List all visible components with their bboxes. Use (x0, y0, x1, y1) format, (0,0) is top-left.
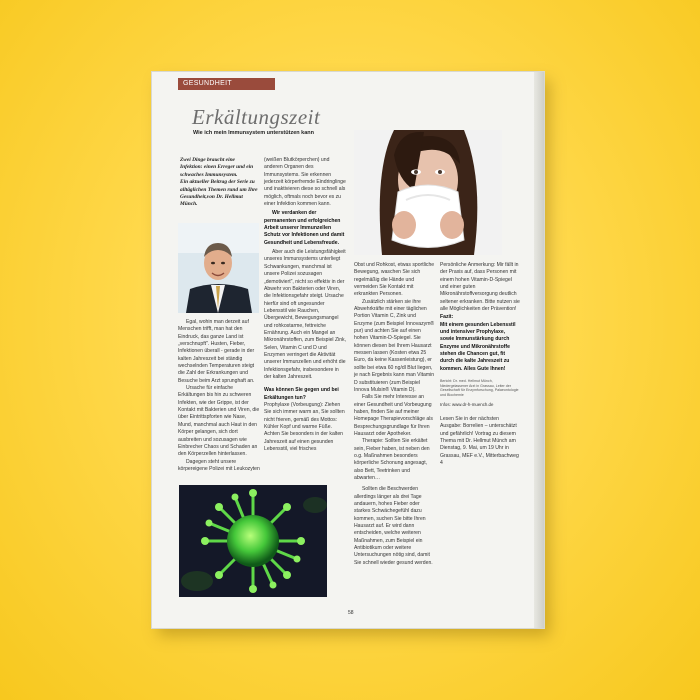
section-tag: GESUNDHEIT (178, 78, 275, 90)
body-paragraph: Egal, wohin man derzeit auf Menschen trifft, man hat den Eindruck, das ganze Land ist „verschnupft". Husten, Fieber, Infektionen überall - gerade in der kalten Jahreszeit bei ständig wechselnden Temperaturen steigt die Zahl der Erkrankungen und Besuche beim Arzt sprunghaft an. (178, 319, 255, 384)
article-subtitle: Wie ich mein Immunsystem unterstützen kann (193, 130, 314, 136)
therapy-paragraph: Therapie: Sollten Sie erkältet sein, Fieber haben, ist neben den o.g. Maßnahmen besonders körperliche Schonung angesagt, also Bett, Teetrinken und abwarten… (354, 438, 430, 481)
conclusion-heading: Fazit: (440, 314, 454, 321)
column-4 (440, 262, 520, 467)
column-3 (354, 262, 435, 567)
column-1 (178, 319, 260, 473)
body-paragraph: Obst und Rohkost, etwas sportliche Bewegung, waschen Sie sich regelmäßig die Hände und vermeiden Sie Kontakt mit erkrankten Personen. (354, 262, 435, 298)
body-paragraph: (weißen Blutkörperchen) und anderen Organen des Immunsystems. Sie erkennen jederzeit körperfremde Eindringlinge und inaktivieren diese so schnell als möglich, oftmals noch bevor es zu einer Infektion kommen kann. (264, 157, 346, 208)
lead-paragraph: Ein aktueller Beitrag der Serie zu alltäglichen Themen rund um Ihre Gesundheit,von Dr. Hellmut Münch. (180, 179, 258, 208)
section-heading: Was können Sie gegen und bei Erkältungen tun? (264, 387, 339, 401)
body-paragraph: Falls Sie mehr Interesse an einer Gesundheit und Vorbeugung haben, finden Sie auf meiner Homepage Therapievorschläge als Besprechungsgrundlage für Ihren Hausarzt oder Apotheker. (354, 394, 433, 437)
conclusion-text: Mit einem gesunden Lebensstil und intensiver Prophylaxe, sowie Immunstärkung durch Enzyme und Mikronährstoffe stehen die Chancen gut, fit durch die kalte Jahreszeit zu kommen. Alles Gute Ihnen! (440, 321, 516, 372)
virus-illustration-photo (179, 485, 327, 597)
article-title: Erkältungszeit (192, 105, 321, 129)
next-issue-teaser: Lesen Sie in der nächsten Ausgabe: Borrelien – unterschätzt und gefährlich! Vortrag zu diesem Thema mit Dr. Hellmut Münch am Dienstag, 9. Mai, um 19 Uhr in Grassau, MEF e.V., Mitterbachweg 4 (440, 415, 519, 466)
woman-with-tissue-photo (354, 130, 502, 255)
body-paragraph: Ursache für einfache Erkältungen bis hin zu schweren Infekten, wie der Grippe, ist der Kontakt mit Bakterien und Viren, die über Eintrittspforten wie Nase, Mund, manchmal auch Haut in den Körper gelangen, sich dort ausbreiten und sozusagen wie Einbrecher Chaos und Schaden an den Körperzellen hinterlassen. (178, 385, 260, 458)
author-credit: Bericht: Dr. med. Hellmut Münch, Niedergelassener Arzt in Grassau, Leiter der Gesellschaft für Enzymforschung, Palaeontologie und Biochemie (440, 379, 519, 397)
info-link: Infos: www.dr-h-muench.de (440, 401, 494, 407)
column-2 (264, 157, 346, 453)
lead-text (180, 157, 258, 209)
highlight-paragraph: Wir verdanken der permanenten und erfolgreichen Arbeit unserer Immunzellen Schutz vor Infektionen und damit Gesundheit und Lebensfreude. (264, 210, 345, 246)
doctor-portrait-photo (178, 223, 259, 313)
personal-note: Persönliche Anmerkung: Mir fällt in der Praxis auf, dass Personen mit einem hohen Vitamin-D-Spiegel und einer guten Mikronährstoffversorgung deutlich seltener erkranken. Bitte nutzen sie alle Möglichkeiten der Prävention! (440, 262, 520, 313)
body-paragraph: Aber auch die Leistungsfähigkeit unseres Immunsystems unterliegt Schwankungen, manchmal ist unsere Polizei sozusagen „demotiviert", nicht so effektiv in der Abwehr von Bakterien oder Viren, die Infektionsgefahr steigt. Ursache hierfür sind oft ungesunder Lebensstil wie Rauchen, Übergewicht, Bewegungsmangel und rohkostarme, fettreiche Ernährung. Auch ein Mangel an Mikronährstoffen, zum Beispiel Zink, Selen, Vitamin C und D und Enzymen verringert die Aktivität unserer Immunzellen und erhöht die Infektionsgefahr, insbesondere in der kalten Jahreszeit. (264, 249, 347, 380)
body-paragraph: Zusätzlich stärken sie ihre Abwehrkräfte mit einer täglichen Portion Vitamin C, Zink und Enzyme (zum Beispiel Innovazym® pur) und achten Sie auf einen hohen Vitamin-D-Spiegel. Sie können diesen bei Ihrem Hausarzt messen lassen (Kosten etwa 25 Euro, da keine Kassenleistung), er sollte bei etwa 60 ng/dl Blut liegen, je nach Ergebnis kann man Vitamin D substituieren (zum Beispiel Innova Mulsin® Vitamin D). (354, 298, 435, 393)
body-paragraph: Sollten die Beschwerden allerdings länger als drei Tage andauern, hohes Fieber oder starkes Schwächegefühl dazu kommen, suchen Sie bitte Ihren Hausarzt auf. Er wird dann entscheiden, welche weiteren Maßnahmen, zum Beispiel ein Antibiotikum oder weitere Untersuchungen nötig sind, damit Sie schnell wieder gesund werden. (354, 486, 433, 566)
magazine-page (152, 72, 544, 628)
lead-paragraph: Zwei Dinge braucht eine Infektion: einen Erreger und ein schwaches Immunsystem. (180, 157, 254, 178)
body-paragraph: Prophylaxe (Vorbeugung): Ziehen Sie sich immer warm an, Sie sollten nicht frieren, gemäß des Mottos: Kühler Kopf und warme Füße. Achten Sie besonders in der kalten Jahreszeit auf einen gesunden Lebensstil, viel frisches (264, 402, 345, 453)
page-number: 58 (348, 610, 354, 616)
body-paragraph: Dagegen steht unsere körpereigene Polizei mit Leukozyten (178, 458, 260, 472)
page-spine (534, 72, 544, 628)
